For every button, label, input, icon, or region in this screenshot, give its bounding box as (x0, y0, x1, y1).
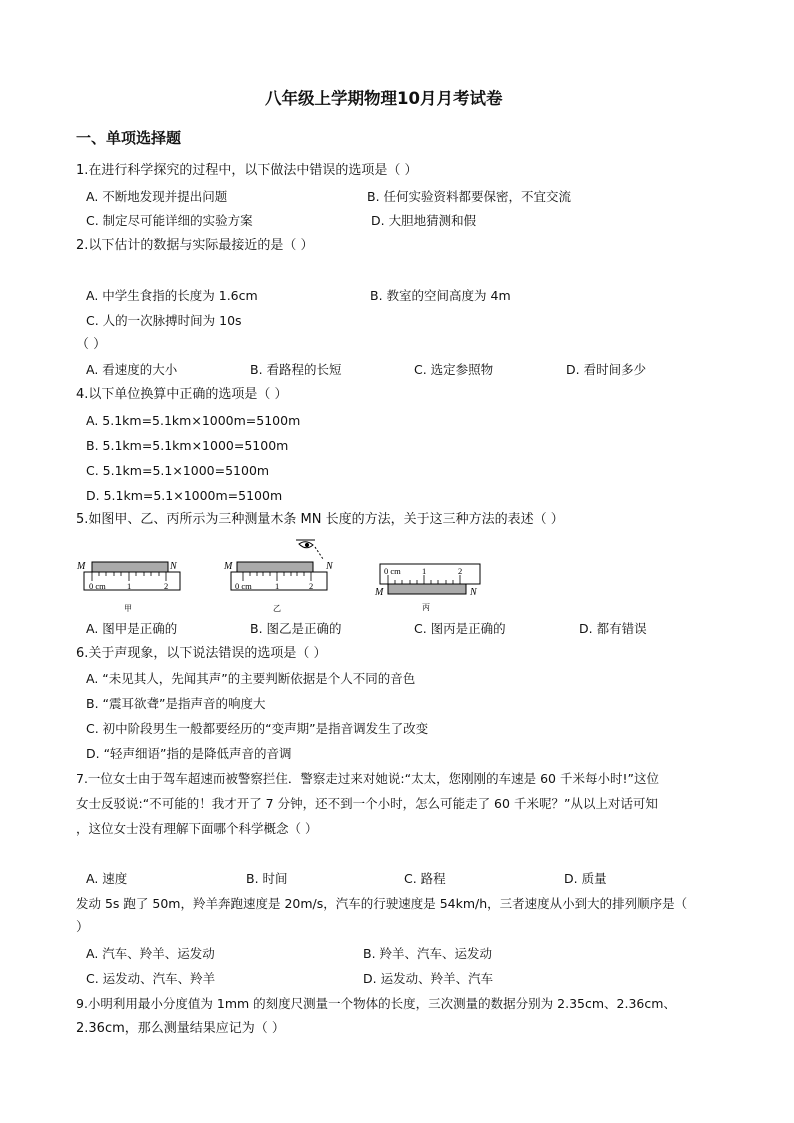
question-6-stem: 6.关于声现象，以下说法错误的选项是（ ） (76, 646, 327, 661)
question-4-option-a[interactable]: A. 5.1km=5.1km×1000m=5100m (86, 413, 301, 428)
question-5-option-d[interactable]: D. 都有错误 (579, 621, 647, 636)
label-n: N (326, 561, 333, 572)
question-5-option-b[interactable]: B. 图乙是正确的 (250, 621, 342, 636)
label-m: M (77, 561, 86, 572)
question-3-option-d[interactable]: D. 看时间多少 (566, 362, 647, 377)
question-1-option-d[interactable]: D. 大胆地猜测和假 (371, 213, 477, 228)
question-2-option-c[interactable]: C. 人的一次脉搏时间为 10s (86, 313, 242, 328)
question-6-option-c[interactable]: C. 初中阶段男生一般都要经历的“变声期”是指音调发生了改变 (86, 721, 429, 736)
wood-strip (237, 562, 313, 572)
label-n: N (470, 587, 477, 598)
question-2-stem: 2.以下估计的数据与实际最接近的是（ ） (76, 238, 314, 253)
caption-bing: 丙 (422, 603, 430, 612)
question-6-option-a[interactable]: A. “未见其人，先闻其声”的主要判断依据是个人不同的音色 (86, 671, 416, 686)
question-8-option-d[interactable]: D. 运发动、羚羊、汽车 (363, 971, 494, 986)
question-9-stem-line-1: 9.小明利用最小分度值为 1mm 的刻度尺测量一个物体的长度，三次测量的数据分别为 2.35cm、2.36cm、 (76, 996, 676, 1011)
label-0cm: 0 cm (89, 581, 106, 591)
question-7-stem-line-3: ，这位女士没有理解下面哪个科学概念（ ） (76, 821, 318, 836)
ruler-figure-yi (223, 536, 341, 614)
question-1-option-c[interactable]: C. 制定尽可能详细的实验方案 (86, 213, 253, 228)
question-4-option-b[interactable]: B. 5.1km=5.1km×1000=5100m (86, 438, 289, 453)
question-1-option-a[interactable]: A. 不断地发现并提出问题 (86, 189, 228, 204)
question-5-option-a[interactable]: A. 图甲是正确的 (86, 621, 178, 636)
question-1-option-b[interactable]: B. 任何实验资料都要保密，不宜交流 (367, 189, 572, 204)
question-7-option-b[interactable]: B. 时间 (246, 871, 288, 886)
ruler-figure-jia (76, 556, 186, 614)
question-7-stem-line-1: 7.一位女士由于驾车超速而被警察拦住．警察走过来对她说:“太太，您刚刚的车速是 60 千米每小时!”这位 (76, 771, 659, 786)
label-0cm: 0 cm (235, 581, 252, 591)
question-2-option-b[interactable]: B. 教室的空间高度为 4m (370, 288, 511, 303)
question-4-stem: 4.以下单位换算中正确的选项是（ ） (76, 387, 288, 402)
question-8-option-b[interactable]: B. 羚羊、汽车、运发动 (363, 946, 493, 961)
caption-yi: 乙 (273, 604, 281, 613)
eye-icon (296, 540, 323, 559)
label-m: M (375, 587, 384, 598)
label-1: 1 (422, 566, 427, 576)
question-1-stem: 1.在进行科学探究的过程中，以下做法中错误的选项是（ ） (76, 163, 418, 178)
ruler-figure-bing (372, 562, 488, 614)
question-4-option-d[interactable]: D. 5.1km=5.1×1000m=5100m (86, 488, 283, 503)
label-0cm: 0 cm (384, 566, 401, 576)
question-3-option-a[interactable]: A. 看速度的大小 (86, 362, 178, 377)
question-3-option-b[interactable]: B. 看路程的长短 (250, 362, 342, 377)
question-8-option-c[interactable]: C. 运发动、汽车、羚羊 (86, 971, 216, 986)
label-1: 1 (127, 581, 132, 591)
page-title: 八年级上学期物理10月月考试卷 (265, 89, 503, 108)
label-1: 1 (275, 581, 280, 591)
label-n: N (170, 561, 177, 572)
question-8-option-a[interactable]: A. 汽车、羚羊、运发动 (86, 946, 215, 961)
question-7-option-d[interactable]: D. 质量 (564, 871, 607, 886)
wood-strip (92, 562, 168, 572)
label-2: 2 (164, 581, 169, 591)
question-7-option-a[interactable]: A. 速度 (86, 871, 128, 886)
section-heading: 一、单项选择题 (76, 129, 182, 147)
question-3-stem: （ ） (76, 337, 107, 352)
caption-jia: 甲 (124, 604, 132, 613)
label-2: 2 (458, 566, 463, 576)
question-6-option-b[interactable]: B. “震耳欲聋”是指声音的响度大 (86, 696, 266, 711)
question-9-stem-line-2: 2.36cm，那么测量结果应记为（ ） (76, 1021, 285, 1036)
question-3-option-c[interactable]: C. 选定参照物 (414, 362, 494, 377)
question-2-option-a[interactable]: A. 中学生食指的长度为 1.6cm (86, 288, 258, 303)
question-5-option-c[interactable]: C. 图丙是正确的 (414, 621, 506, 636)
question-8-stem-line-1: 发动 5s 跑了 50m，羚羊奔跑速度是 20m/s，汽车的行驶速度是 54km/h，三者速度从小到大的排列顺序是（ (76, 896, 688, 911)
wood-strip (388, 584, 466, 594)
label-2: 2 (309, 581, 314, 591)
question-7-option-c[interactable]: C. 路程 (404, 871, 446, 886)
question-6-option-d[interactable]: D. “轻声细语”指的是降低声音的音调 (86, 746, 292, 761)
question-5-stem: 5.如图甲、乙、丙所示为三种测量木条 MN 长度的方法，关于这三种方法的表述（ ） (76, 512, 564, 527)
question-8-stem-line-2: ） (76, 920, 90, 935)
label-m: M (224, 561, 233, 572)
question-7-stem-line-2: 女士反驳说:“不可能的！我才开了 7 分钟，还不到一个小时，怎么可能走了 60 千米呢？”从以上对话可知 (76, 796, 658, 811)
question-4-option-c[interactable]: C. 5.1km=5.1×1000=5100m (86, 463, 270, 478)
